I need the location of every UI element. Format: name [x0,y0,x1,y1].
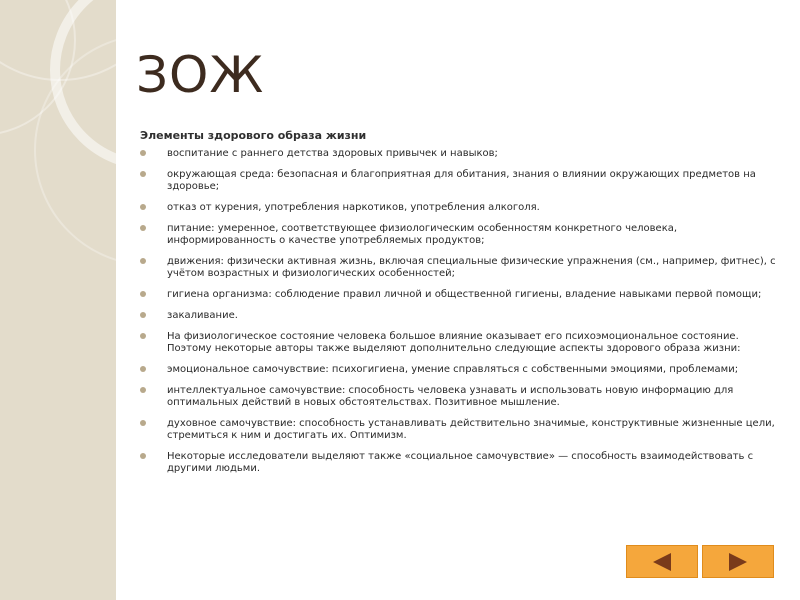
list-item: эмоциональное самочувствие: психогигиена, умение справляться с собственными эмоциями, проблемами; [140,364,780,376]
bullet-icon [140,420,146,426]
list-item: движения: физически активная жизнь, включая специальные физические упражнения (см., например, фитнес), с учётом возрастных и физиологических особенностей; [140,256,780,280]
right-triangle-icon [725,552,751,572]
list-item: духовное самочувствие: способность устанавливать действительно значимые, конструктивные жизненные цели, стремиться к ним и достигать их. Оптимизм. [140,418,780,442]
list-item: гигиена организма: соблюдение правил личной и общественной гигиены, владение навыками первой помощи; [140,289,780,301]
list-item: интеллектуальное самочувствие: способность человека узнавать и использовать новую информацию для оптимальных действий в новых обстоятельствах. Позитивное мышление. [140,385,780,409]
bullet-icon [140,312,146,318]
list-item: окружающая среда: безопасная и благоприятная для обитания, знания о влиянии окружающих предметов на здоровье; [140,169,780,193]
list-item: питание: умеренное, соответствующее физиологическим особенностям конкретного человека, информированность о качестве употребляемых продуктов; [140,223,780,247]
bullet-list [140,148,780,484]
decorative-side-band [0,0,116,600]
slide-subtitle: Элементы здорового образа жизни [140,129,367,142]
bullet-icon [140,291,146,297]
list-item: закаливание. [140,310,780,322]
decorative-arcs [0,0,116,600]
left-triangle-icon [649,552,675,572]
bullet-icon [140,333,146,339]
bullet-icon [140,453,146,459]
bullet-icon [140,258,146,264]
bullet-icon [140,150,146,156]
slide-title: ЗОЖ [136,46,265,104]
list-item: Некоторые исследователи выделяют также «социальное самочувствие» — способность взаимодействовать с другими людьми. [140,451,780,475]
bullet-icon [140,366,146,372]
bullet-icon [140,225,146,231]
bullet-icon [140,204,146,210]
previous-slide-button[interactable] [626,545,698,578]
next-slide-button[interactable] [702,545,774,578]
bullet-icon [140,387,146,393]
list-item: воспитание с раннего детства здоровых привычек и навыков; [140,148,780,160]
list-item: отказ от курения, употребления наркотиков, употребления алкоголя. [140,202,780,214]
list-item: На физиологическое состояние человека большое влияние оказывает его психоэмоциональное состояние. Поэтому некоторые авторы также выделяют дополнительно следующие аспекты здорового образа жизни: [140,331,780,355]
bullet-icon [140,171,146,177]
